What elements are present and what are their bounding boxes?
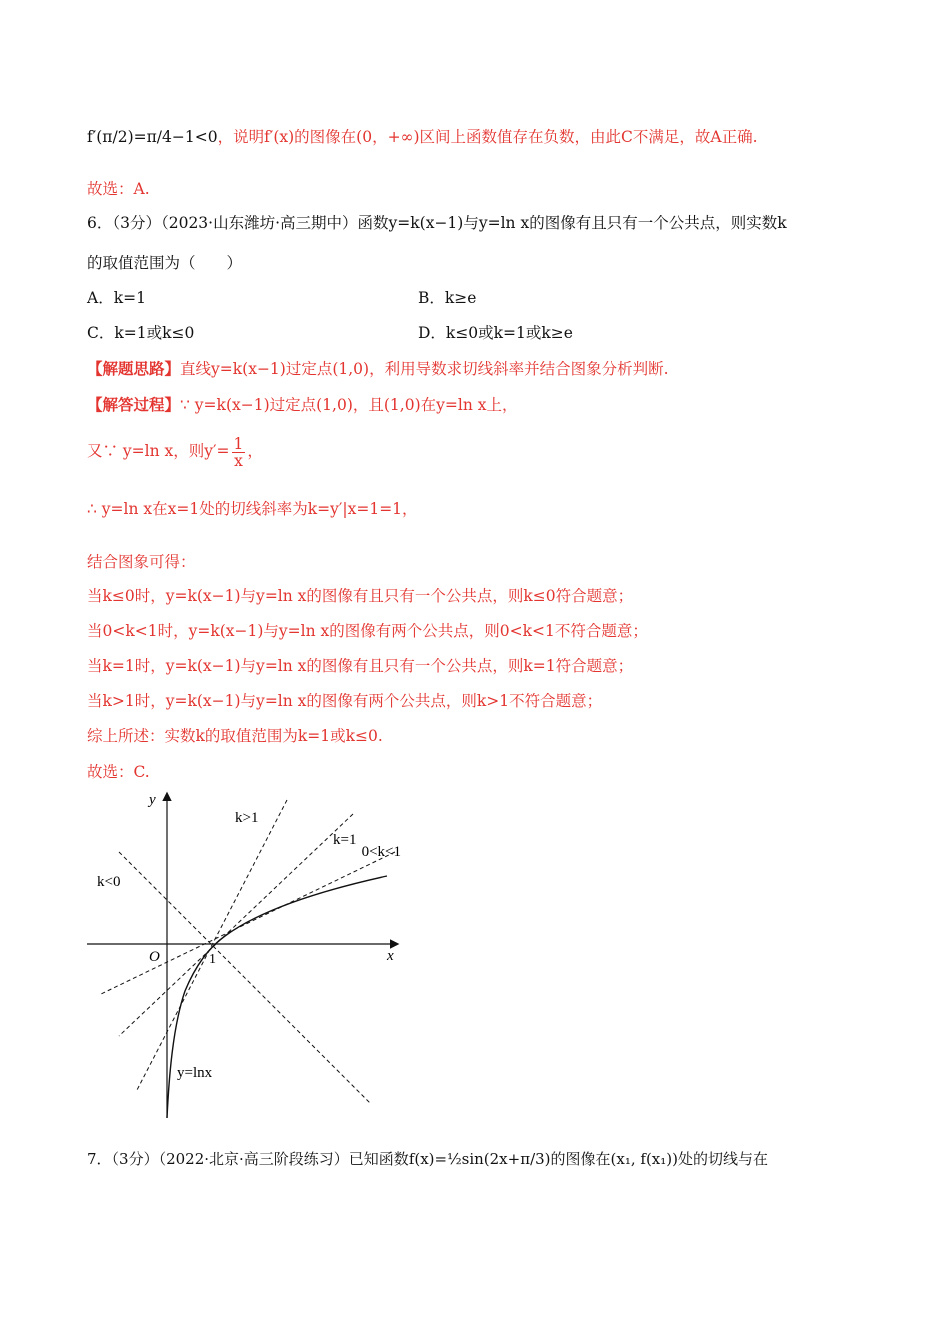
line-k-eq-1 (119, 814, 353, 1036)
derivative-expression: f′(π/2)=π/4−1<0 (87, 128, 218, 146)
q6-case-4: 当k>1时，y=k(x−1)与y=ln x的图像有两个公共点，则k>1不符合题意； (87, 692, 603, 710)
q6-solution-process (87, 394, 910, 416)
q6-option-b: B．k≥e (418, 289, 477, 307)
ln-curve (167, 876, 387, 1118)
deriv-numerator: 1 (233, 434, 244, 453)
line-k-gt-1 (137, 800, 287, 1090)
q6-answer: 故选：C. (87, 763, 150, 781)
label-y: y (149, 792, 156, 808)
label-k-eq-1: k=1 (333, 832, 357, 848)
q6-combine: 结合图象可得： (87, 553, 196, 571)
q6-case-2: 当0<k<1时，y=k(x−1)与y=ln x的图像有两个公共点，则0<k<1不符合题意； (87, 622, 648, 640)
label-0-k-1: 0<k<1 (361, 844, 401, 860)
label-k-lt-0: k<0 (97, 874, 121, 890)
q6-option-d: D．k≤0或k=1或k≥e (418, 324, 573, 342)
label-curve: y=lnx (177, 1065, 213, 1081)
tangent-lines-figure (85, 786, 415, 1126)
q6-slope-line: ∴ y=ln x在x=1处的切线斜率为k=y′|x=1=1， (87, 500, 418, 518)
label-origin: O (149, 949, 160, 965)
q7-function: f(x)=½sin(2x+π/3) (408, 1150, 551, 1168)
process-text: ∵ y=k(x−1)过定点(1,0)，且(1,0)在y=ln x上， (180, 396, 518, 414)
label-k-gt-1: k>1 (235, 810, 259, 826)
idea-text: 直线y=k(x−1)过定点(1,0)，利用导数求切线斜率并结合图象分析判断. (180, 360, 669, 378)
q6-case-3: 当k=1时，y=k(x−1)与y=ln x的图像有且只有一个公共点，则k=1符合题意； (87, 657, 634, 675)
q6-option-c: C．k=1或k≤0 (87, 324, 195, 342)
q6-derivative-line (87, 432, 910, 470)
q7-stem-suffix: 的图像在(x₁, f(x₁))处的切线与在 (550, 1150, 768, 1168)
q7-stem (87, 1148, 910, 1170)
q6-stem-line1: 6．（3分）（2023·山东潍坊·高三期中）函数y=k(x−1)与y=ln x的图像有且只有一个公共点，则实数k (87, 214, 787, 232)
line-0-k-1 (101, 852, 395, 994)
deriv-suffix: ， (247, 442, 263, 460)
previous-solution-text: ，说明f′(x)的图像在(0，+∞)区间上函数值存在负数，由此C不满足，故A正确. (217, 128, 758, 146)
previous-answer: 故选：A. (87, 180, 150, 198)
previous-solution-line (87, 126, 910, 148)
q6-summary: 综上所述：实数k的取值范围为k=1或k≤0. (87, 727, 383, 745)
q6-case-1: 当k≤0时，y=k(x−1)与y=ln x的图像有且只有一个公共点，则k≤0符合题意； (87, 587, 634, 605)
idea-label: 【解题思路】 (87, 359, 181, 378)
q6-option-a: A．k=1 (87, 289, 146, 307)
deriv-fraction (232, 436, 246, 469)
deriv-denominator: x (234, 451, 243, 470)
q7-stem-prefix: 7．（3分）（2022·北京·高三阶段练习）已知函数 (87, 1150, 409, 1168)
q6-stem-line2: 的取值范围为（ ） (87, 254, 243, 272)
q6-solution-idea (87, 358, 910, 380)
label-one: 1 (209, 952, 216, 967)
label-x: x (387, 948, 394, 964)
process-label: 【解答过程】 (87, 395, 181, 414)
deriv-prefix: 又∵ y=ln x，则y′= (87, 442, 230, 460)
